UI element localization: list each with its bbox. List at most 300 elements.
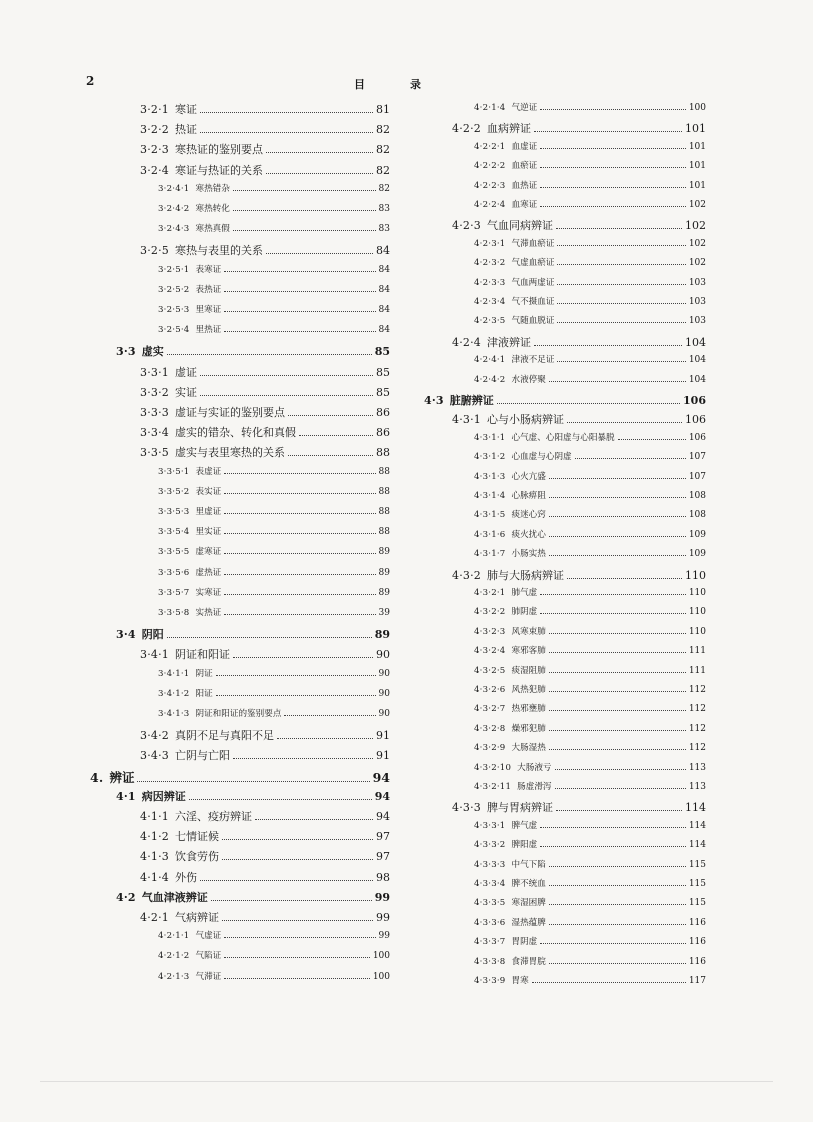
toc-entry-page: 81 xyxy=(376,103,390,116)
toc-leader-dots xyxy=(549,730,686,731)
toc-entry-number: 4·1·4 xyxy=(140,870,169,884)
toc-entry-number: 4·3·2 xyxy=(452,568,481,582)
toc-entry-number: 4·2·4 xyxy=(452,335,481,349)
toc-leader-dots xyxy=(549,555,686,556)
toc-entry-number: 4·2·3·5 xyxy=(474,316,506,327)
toc-entry-number: 4·1·3 xyxy=(140,850,169,864)
toc-entry-page: 85 xyxy=(374,345,390,359)
toc-entry-number: 4·3·1·1 xyxy=(474,432,506,443)
toc-entry-title: 实寒证 xyxy=(195,587,222,598)
toc-entry xyxy=(424,159,706,171)
toc-entry-number: 4·3·3·2 xyxy=(474,840,506,851)
toc-entry-number: 3·4·1·3 xyxy=(158,709,190,719)
toc-leader-dots xyxy=(557,322,685,323)
toc-entry-number: 4·2·2·3 xyxy=(474,180,506,191)
toc-leader-dots xyxy=(224,271,375,272)
toc-entry-number: 4·1·2 xyxy=(140,830,169,844)
toc-entry xyxy=(90,727,390,743)
toc-entry xyxy=(90,646,390,662)
toc-leader-dots xyxy=(540,846,686,847)
toc-leader-dots xyxy=(224,493,375,494)
toc-entry xyxy=(424,295,706,307)
toc-entry xyxy=(424,276,706,288)
toc-entry-page: 107 xyxy=(688,452,706,463)
toc-leader-dots xyxy=(555,769,686,770)
toc-entry xyxy=(90,424,390,440)
toc-entry-title: 肺与大肠病辨证 xyxy=(487,568,564,582)
toc-entry xyxy=(424,819,706,831)
toc-entry-number: 3·3·5·5 xyxy=(158,547,190,558)
toc-entry xyxy=(424,392,706,408)
toc-entry xyxy=(90,707,390,719)
toc-entry-title: 表热证 xyxy=(195,284,222,295)
toc-entry xyxy=(424,625,706,637)
toc-entry-number: 3·3·5·3 xyxy=(158,507,190,517)
toc-leader-dots xyxy=(618,439,686,440)
toc-entry-number: 3·3·1 xyxy=(140,365,169,379)
toc-entry-number: 4·3·3 xyxy=(452,801,481,815)
toc-entry xyxy=(90,242,390,258)
toc-leader-dots xyxy=(540,206,686,207)
toc-entry-title: 气逆证 xyxy=(511,103,538,113)
toc-entry-page: 106 xyxy=(685,413,706,427)
toc-leader-dots xyxy=(549,963,686,964)
toc-leader-dots xyxy=(540,148,686,149)
toc-entry-number: 3·3·5·4 xyxy=(158,527,190,538)
toc-entry xyxy=(90,889,390,905)
toc-entry xyxy=(90,828,390,844)
toc-entry-title: 气血津液辨证 xyxy=(141,890,208,904)
toc-entry-title: 虚寒证 xyxy=(195,547,222,558)
toc-entry-page: 39 xyxy=(378,608,390,618)
toc-entry-number: 3·4·3 xyxy=(140,749,169,763)
toc-entry-page: 108 xyxy=(688,491,706,501)
toc-entry-page: 101 xyxy=(688,180,706,191)
toc-entry xyxy=(424,974,706,986)
toc-entry-title: 风寒束肺 xyxy=(511,626,546,637)
toc-leader-dots xyxy=(557,264,685,265)
toc-entry-page: 84 xyxy=(378,305,390,315)
toc-entry-page: 104 xyxy=(688,355,706,366)
toc-entry-page: 102 xyxy=(688,238,706,249)
toc-entry-title: 心与小肠病辨证 xyxy=(487,413,564,427)
toc-entry-number: 4·3·3·1 xyxy=(474,820,506,831)
toc-entry-title: 气虚血瘀证 xyxy=(511,258,555,269)
toc-leader-dots xyxy=(224,513,375,514)
toc-entry-number: 4·2·4·1 xyxy=(474,355,506,366)
toc-entry-page: 113 xyxy=(688,762,706,773)
toc-entry-page: 88 xyxy=(378,486,390,497)
toc-entry xyxy=(90,667,390,679)
toc-entry xyxy=(424,179,706,191)
toc-leader-dots xyxy=(288,455,373,456)
toc-entry-number: 4·2 xyxy=(116,890,136,904)
toc-entry-title: 血寒证 xyxy=(511,200,538,210)
toc-entry-number: 4·2·1·2 xyxy=(158,951,190,962)
toc-entry-number: 4·2·4·2 xyxy=(474,374,506,385)
toc-entry-title: 肺气虚 xyxy=(511,588,538,598)
toc-entry-page: 97 xyxy=(376,850,390,864)
toc-entry-number: 3·2·5·4 xyxy=(158,325,190,336)
toc-entry-title: 气不摄血证 xyxy=(511,297,555,307)
toc-entry-number: 4·3·3·3 xyxy=(474,859,506,870)
toc-entry-page: 110 xyxy=(688,588,706,598)
toc-leader-dots xyxy=(555,788,686,789)
toc-entry xyxy=(90,404,390,420)
toc-entry-number: 4·2·3·1 xyxy=(474,238,506,249)
toc-entry-number: 4·2·1 xyxy=(140,911,169,924)
toc-leader-dots xyxy=(216,675,376,676)
toc-entry xyxy=(90,121,390,137)
toc-entry-title: 表寒证 xyxy=(195,264,222,275)
toc-entry-title: 热邪壅肺 xyxy=(511,704,546,715)
toc-entry-page: 103 xyxy=(688,297,706,307)
toc-entry xyxy=(90,545,390,557)
toc-entry-title: 虚实的错杂、转化和真假 xyxy=(175,426,296,440)
toc-entry-title: 热证 xyxy=(175,123,197,137)
toc-leader-dots xyxy=(224,614,375,615)
toc-leader-dots xyxy=(200,395,373,396)
toc-entry xyxy=(424,353,706,365)
toc-entry-number: 4·3·1·2 xyxy=(474,452,506,463)
toc-entry-title: 里实证 xyxy=(195,527,222,538)
toc-entry-title: 寒湿困脾 xyxy=(511,898,546,909)
toc-entry xyxy=(424,761,706,773)
toc-entry-page: 90 xyxy=(378,688,390,699)
toc-entry xyxy=(424,644,706,656)
toc-entry-title: 实热证 xyxy=(195,608,222,618)
toc-leader-dots xyxy=(233,657,373,658)
toc-entry-title: 湿热蕴脾 xyxy=(511,917,546,928)
toc-entry xyxy=(90,626,390,642)
toc-entry-title: 虚证 xyxy=(175,365,197,379)
toc-entry-page: 84 xyxy=(378,325,390,336)
toc-leader-dots xyxy=(233,230,376,231)
toc-entry-number: 4. xyxy=(90,769,104,785)
toc-entry-number: 3·2·5·3 xyxy=(158,305,190,315)
toc-entry xyxy=(90,384,390,400)
toc-entry xyxy=(90,525,390,537)
toc-leader-dots xyxy=(567,422,682,423)
toc-entry-title: 里虚证 xyxy=(195,507,222,517)
toc-entry xyxy=(424,702,706,714)
toc-entry-number: 4·3·2·5 xyxy=(474,665,506,676)
toc-leader-dots xyxy=(224,533,375,534)
toc-entry-page: 116 xyxy=(688,956,706,967)
toc-leader-dots xyxy=(557,303,685,304)
toc-entry-page: 89 xyxy=(378,587,390,598)
toc-entry xyxy=(424,489,706,501)
toc-entry-page: 103 xyxy=(688,277,706,288)
toc-leader-dots xyxy=(549,672,686,673)
toc-entry-page: 111 xyxy=(688,646,706,657)
toc-entry-title: 血瘀证 xyxy=(511,161,538,172)
toc-leader-dots xyxy=(222,920,373,921)
toc-leader-dots xyxy=(540,187,686,188)
toc-entry-number: 3·4·2 xyxy=(140,729,169,743)
toc-leader-dots xyxy=(224,978,370,979)
toc-entry-title: 痰火扰心 xyxy=(511,529,546,540)
toc-leader-dots xyxy=(167,354,372,355)
toc-entry xyxy=(90,343,390,359)
toc-entry-number: 4·2·3·3 xyxy=(474,277,506,288)
toc-entry-title: 阴证和阳证的鉴别要点 xyxy=(195,709,282,719)
toc-entry-page: 112 xyxy=(688,685,706,695)
toc-leader-dots xyxy=(556,810,682,811)
toc-leader-dots xyxy=(540,943,686,944)
toc-leader-dots xyxy=(549,652,686,653)
toc-entry-page: 94 xyxy=(372,769,390,785)
toc-entry xyxy=(424,896,706,908)
toc-entry-number: 4·2·1·4 xyxy=(474,103,506,113)
toc-entry-number: 3·4·1·2 xyxy=(158,688,190,699)
toc-entry-page: 84 xyxy=(378,264,390,275)
toc-leader-dots xyxy=(167,637,372,638)
toc-entry-page: 111 xyxy=(688,665,706,676)
toc-leader-dots xyxy=(233,758,373,759)
toc-entry xyxy=(424,140,706,152)
toc-entry-title: 虚证与实证的鉴别要点 xyxy=(175,406,285,419)
toc-entry-title: 虚实与表里寒热的关系 xyxy=(175,446,285,460)
toc-entry-number: 3·2·4·3 xyxy=(158,224,190,235)
toc-entry-number: 4·3·1·4 xyxy=(474,491,506,501)
toc-entry-number: 4·3·3·8 xyxy=(474,956,506,967)
scan-edge-line xyxy=(40,1081,773,1082)
toc-entry-page: 86 xyxy=(376,406,390,419)
toc-entry-number: 3·3·4 xyxy=(140,426,169,440)
toc-entry-number: 4·3·2·10 xyxy=(474,762,512,773)
toc-entry-title: 七情证候 xyxy=(175,830,219,844)
toc-entry xyxy=(424,858,706,870)
toc-entry-page: 108 xyxy=(688,510,706,521)
toc-entry-page: 86 xyxy=(376,426,390,440)
toc-entry-page: 88 xyxy=(378,527,390,538)
toc-entry-number: 4·3 xyxy=(424,394,444,407)
toc-leader-dots xyxy=(549,710,686,711)
toc-entry-page: 101 xyxy=(685,122,706,136)
toc-entry-page: 88 xyxy=(378,507,390,517)
toc-entry xyxy=(90,162,390,178)
toc-leader-dots xyxy=(557,361,685,362)
toc-entry-title: 寒邪客肺 xyxy=(511,646,546,657)
toc-entry-title: 虚实 xyxy=(141,345,164,359)
toc-entry xyxy=(424,314,706,326)
toc-entry-title: 血热证 xyxy=(511,180,538,191)
toc-entry-page: 109 xyxy=(688,529,706,540)
toc-entry-title: 中气下陷 xyxy=(511,859,546,870)
toc-entry-page: 103 xyxy=(688,316,706,327)
toc-leader-dots xyxy=(567,578,682,579)
toc-entry xyxy=(90,606,390,618)
toc-entry-title: 寒热转化 xyxy=(195,204,230,214)
toc-entry xyxy=(90,101,390,117)
toc-entry-title: 脾不统血 xyxy=(511,879,546,889)
toc-entry-page: 84 xyxy=(378,284,390,295)
toc-entry xyxy=(90,949,390,961)
toc-entry xyxy=(424,256,706,268)
toc-entry xyxy=(424,916,706,928)
toc-entry-page: 99 xyxy=(378,931,390,942)
toc-entry-title: 津液不足证 xyxy=(511,355,555,366)
toc-leader-dots xyxy=(532,982,686,983)
toc-leader-dots xyxy=(222,859,373,860)
toc-entry-page: 101 xyxy=(688,141,706,152)
toc-entry xyxy=(90,323,390,335)
toc-entry-title: 脏腑辨证 xyxy=(449,394,494,407)
toc-entry-page: 113 xyxy=(688,782,706,792)
toc-entry-number: 3·3 xyxy=(116,345,136,359)
toc-entry-number: 4·2·2·2 xyxy=(474,161,506,172)
toc-entry-page: 83 xyxy=(378,204,390,214)
toc-entry-number: 3·2·4·2 xyxy=(158,204,190,214)
page-title-char-2: 录 xyxy=(410,78,421,91)
toc-entry-page: 94 xyxy=(376,810,390,823)
toc-entry-number: 4·3·3·9 xyxy=(474,976,506,986)
toc-leader-dots xyxy=(200,132,373,133)
toc-entry xyxy=(424,722,706,734)
toc-entry-page: 91 xyxy=(376,729,390,743)
toc-entry-page: 100 xyxy=(372,971,390,982)
toc-entry xyxy=(90,202,390,214)
toc-entry-title: 饮食劳伤 xyxy=(175,850,219,864)
toc-leader-dots xyxy=(534,345,682,346)
toc-entry-title: 心血虚与心阴虚 xyxy=(511,452,572,463)
toc-entry-title: 气血同病辨证 xyxy=(487,219,553,233)
toc-entry-number: 4·3·2·6 xyxy=(474,685,506,695)
toc-entry xyxy=(424,741,706,753)
toc-entry-page: 107 xyxy=(688,471,706,482)
toc-entry-number: 4·3·1·3 xyxy=(474,471,506,482)
toc-entry-number: 3·2·5·1 xyxy=(158,264,190,275)
toc-entry-page: 97 xyxy=(376,830,390,844)
toc-leader-dots xyxy=(189,799,372,800)
toc-entry-title: 气血两虚证 xyxy=(511,277,555,288)
toc-entry-page: 109 xyxy=(688,549,706,560)
toc-entry-page: 102 xyxy=(688,258,706,269)
toc-entry xyxy=(90,222,390,234)
toc-entry-number: 3·2·1 xyxy=(140,103,169,116)
toc-entry-number: 3·2·4·1 xyxy=(158,183,190,194)
toc-entry xyxy=(90,141,390,157)
toc-leader-dots xyxy=(540,613,686,614)
toc-leader-dots xyxy=(137,781,369,782)
toc-entry-title: 气滞血瘀证 xyxy=(511,238,555,249)
toc-entry xyxy=(424,935,706,947)
toc-leader-dots xyxy=(549,924,686,925)
toc-entry-title: 脾气虚 xyxy=(511,820,538,831)
toc-entry-title: 心火亢盛 xyxy=(511,471,546,482)
toc-leader-dots xyxy=(266,253,373,254)
toc-entry xyxy=(424,431,706,443)
toc-entry-number: 4·3·2·11 xyxy=(474,782,512,792)
toc-entry-page: 116 xyxy=(688,937,706,948)
toc-entry xyxy=(90,364,390,380)
toc-entry-number: 3·3·5·8 xyxy=(158,608,190,618)
toc-entry xyxy=(424,450,706,462)
toc-entry-number: 3·2·4 xyxy=(140,163,169,177)
toc-entry xyxy=(90,505,390,517)
toc-entry-title: 寒证 xyxy=(175,103,197,116)
toc-entry xyxy=(90,848,390,864)
toc-entry-title: 痰迷心窍 xyxy=(511,510,546,521)
toc-leader-dots xyxy=(224,937,375,938)
toc-entry-title: 大肠湿热 xyxy=(511,743,546,754)
toc-entry-page: 99 xyxy=(376,911,390,924)
toc-entry xyxy=(90,869,390,885)
toc-leader-dots xyxy=(556,228,682,229)
toc-entry-page: 106 xyxy=(688,432,706,443)
toc-entry-number: 3·4·1 xyxy=(140,648,169,662)
toc-entry-page: 104 xyxy=(685,335,706,349)
toc-entry-title: 病因辨证 xyxy=(141,789,186,803)
toc-entry xyxy=(424,683,706,695)
toc-entry-number: 4·3·2·2 xyxy=(474,607,506,618)
toc-entry-page: 88 xyxy=(376,446,390,460)
toc-entry-title: 脾阳虚 xyxy=(511,840,538,851)
toc-entry xyxy=(424,877,706,889)
toc-entry-number: 4·2·3·4 xyxy=(474,297,506,307)
toc-entry-title: 六淫、疫疠辨证 xyxy=(175,810,252,823)
toc-entry xyxy=(424,955,706,967)
toc-entry xyxy=(424,101,706,113)
toc-entry-title: 里寒证 xyxy=(195,305,222,315)
toc-entry xyxy=(90,182,390,194)
toc-entry xyxy=(424,780,706,792)
toc-entry xyxy=(424,799,706,815)
toc-entry-number: 3·3·3 xyxy=(140,406,169,419)
toc-entry-page: 115 xyxy=(688,898,706,909)
toc-entry-title: 脾与胃病辨证 xyxy=(487,801,553,815)
toc-entry-page: 100 xyxy=(372,951,390,962)
toc-entry xyxy=(90,929,390,941)
toc-entry-number: 4·2·1·3 xyxy=(158,971,190,982)
toc-entry-page: 83 xyxy=(378,224,390,235)
toc-entry-title: 辨证 xyxy=(109,769,135,785)
toc-entry-page: 82 xyxy=(376,123,390,137)
toc-entry-title: 阴阳 xyxy=(141,628,164,642)
toc-entry xyxy=(424,237,706,249)
toc-entry xyxy=(90,970,390,982)
toc-entry-page: 102 xyxy=(685,219,706,233)
toc-entry xyxy=(424,198,706,210)
toc-entry-title: 亡阴与亡阳 xyxy=(175,749,230,763)
toc-entry-title: 寒热错杂 xyxy=(195,183,230,194)
toc-entry xyxy=(424,508,706,520)
toc-entry xyxy=(90,909,390,925)
toc-leader-dots xyxy=(222,839,373,840)
toc-entry-number: 4·3·2·9 xyxy=(474,743,506,754)
toc-entry-page: 82 xyxy=(378,183,390,194)
toc-entry-page: 112 xyxy=(688,743,706,754)
toc-entry-number: 4·3·3·4 xyxy=(474,879,506,889)
toc-entry xyxy=(90,808,390,824)
toc-entry-title: 阳证 xyxy=(195,688,213,699)
toc-entry-number: 4·2·2·1 xyxy=(474,141,506,152)
toc-entry-page: 102 xyxy=(688,200,706,210)
toc-entry-number: 4·3·2·7 xyxy=(474,704,506,715)
toc-leader-dots xyxy=(284,715,375,716)
toc-entry-page: 85 xyxy=(376,385,390,399)
toc-entry-page: 112 xyxy=(688,723,706,734)
toc-leader-dots xyxy=(540,827,686,828)
toc-entry-page: 100 xyxy=(688,103,706,113)
toc-entry-number: 4·1·1 xyxy=(140,810,169,823)
toc-entry-title: 小肠实热 xyxy=(511,549,546,560)
toc-entry-title: 食滞胃脘 xyxy=(511,956,546,967)
toc-entry-page: 90 xyxy=(376,648,390,662)
toc-entry-page: 84 xyxy=(376,244,390,258)
toc-entry-title: 寒证与热证的关系 xyxy=(175,163,263,177)
